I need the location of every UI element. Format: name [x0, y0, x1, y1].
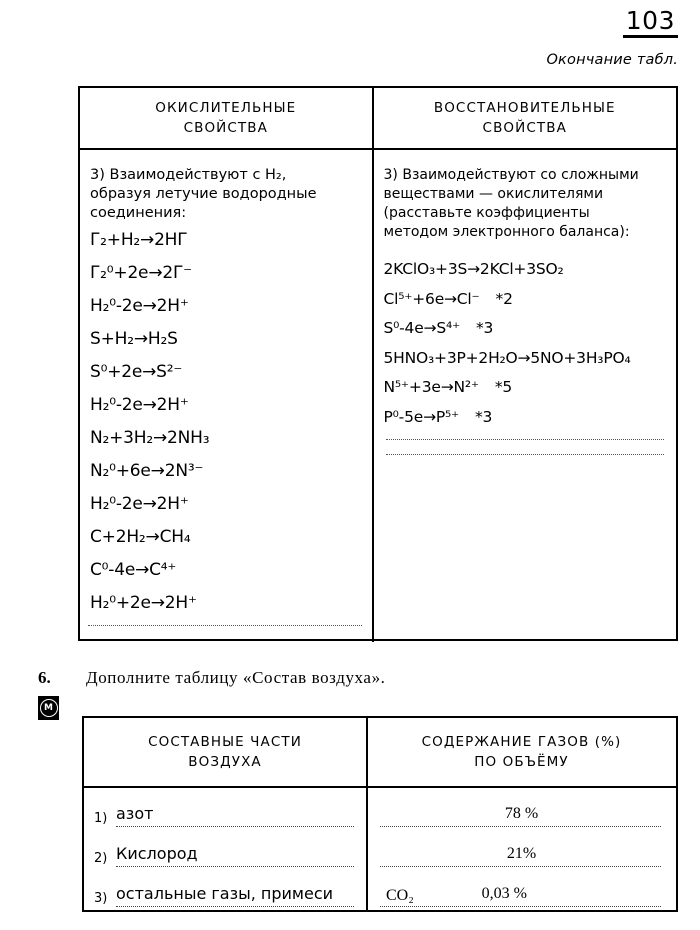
header-reducing-line1: ВОССТАНОВИТЕЛЬНЫЕ: [433, 99, 616, 116]
gas-percentage[interactable]: 0,03 %: [481, 885, 527, 902]
component-answer[interactable]: Кислород: [116, 844, 198, 863]
answer-line[interactable]: [380, 866, 661, 867]
equation: N₂+3H₂→2NH₃: [90, 428, 210, 449]
answer-line[interactable]: [116, 906, 354, 907]
task-number: 6.: [38, 668, 51, 687]
method-badge-icon: [38, 696, 59, 720]
equation: N⁵⁺+3e→N²⁺: [383, 378, 479, 397]
equation: Г₂⁰+2e→2Г⁻: [90, 263, 192, 284]
header-components-line1: СОСТАВНЫЕ ЧАСТИ: [148, 733, 302, 750]
oxidizing-reducing-properties-table: [78, 86, 678, 641]
equation-row: [383, 407, 668, 426]
equation: H₂⁰-2e→2H⁺: [90, 395, 189, 416]
answer-line[interactable]: [88, 625, 362, 626]
equation-row: [384, 262, 668, 278]
equation: S+H₂→H₂S: [90, 329, 178, 350]
equation-row: [383, 348, 668, 367]
equation-row: [384, 380, 668, 396]
header-content-line2: ПО ОБЪЁМУ: [474, 754, 569, 770]
gas-percentage[interactable]: 21%: [506, 845, 537, 862]
table-row: [94, 832, 356, 872]
oxidizing-intro: [90, 166, 364, 223]
gas-formula: CO₂: [386, 887, 414, 904]
header-components-line2: ВОЗДУХА: [188, 754, 262, 770]
equation: P⁰-5e→P⁵⁺: [383, 407, 459, 426]
air-table-header-row: [84, 718, 676, 788]
answer-line[interactable]: [116, 826, 354, 827]
reducing-intro-line4: методом электронного баланса):: [383, 224, 630, 241]
header-cell-reducing: [372, 88, 676, 148]
equation: 2KClO₃+3S→2KCl+3SO₂: [383, 260, 564, 279]
header-content-line1: СОДЕРЖАНИЕ ГАЗОВ (%): [421, 733, 622, 750]
equation: Cl⁵⁺+6e→Cl⁻: [383, 289, 480, 308]
oxidizing-intro-line1: 3) Взаимодействуют с H₂,: [90, 167, 287, 183]
table-continuation-note: Окончание табл.: [546, 52, 678, 68]
table-row: [94, 792, 356, 832]
row-index: 3): [94, 891, 108, 906]
reducing-intro-line3: (расставьте коэффициенты: [383, 205, 590, 222]
answer-line[interactable]: [386, 439, 664, 440]
air-composition-table: [82, 716, 678, 912]
component-answer[interactable]: азот: [116, 804, 154, 823]
air-components-cell: [84, 788, 366, 911]
answer-line[interactable]: [386, 454, 664, 455]
header-cell-oxidizing: [80, 88, 372, 148]
oxidizing-intro-line2: образуя летучие водородные: [90, 186, 317, 203]
equation-row: [384, 321, 668, 337]
method-badge-letter: M: [40, 699, 58, 717]
answer-line[interactable]: [380, 826, 661, 827]
equation-multiplier: *2: [495, 289, 513, 308]
equation: C⁰-4e→C⁴⁺: [90, 560, 177, 581]
table-row: [378, 792, 665, 832]
answer-line[interactable]: [380, 906, 661, 907]
air-content-cell: [366, 788, 675, 911]
equation: N₂⁰+6e→2N³⁻: [90, 461, 204, 482]
equation: H₂⁰-2e→2H⁺: [90, 494, 189, 515]
header-reducing-line2: СВОЙСТВА: [482, 120, 567, 136]
equation: Г₂+H₂→2HГ: [90, 230, 188, 251]
header-oxidizing-line1: ОКИСЛИТЕЛЬНЫЕ: [155, 99, 297, 116]
equation-row: [383, 289, 668, 308]
equation: H₂⁰-2e→2H⁺: [90, 296, 189, 317]
equation: H₂⁰+2e→2H⁺: [90, 593, 197, 614]
equation-multiplier: *3: [475, 319, 494, 338]
table-row: [378, 872, 665, 912]
table-row: [378, 832, 665, 872]
table-header-row: [80, 88, 676, 150]
header-cell-components: [84, 718, 366, 786]
reducing-intro: [384, 166, 668, 242]
gas-percentage[interactable]: 78 %: [504, 805, 539, 822]
air-table-body-row: [84, 788, 676, 911]
task-instruction: Дополните таблицу «Состав воздуха».: [86, 668, 386, 687]
equation-multiplier: *5: [494, 378, 513, 397]
header-oxidizing-line2: СВОЙСТВА: [183, 120, 268, 136]
reducing-intro-line1: 3) Взаимодействуют со сложными: [383, 167, 639, 183]
page-number: 103: [623, 8, 678, 38]
reducing-intro-line2: веществами — окислителями: [383, 186, 604, 203]
table-row: [94, 872, 356, 912]
equation: S⁰-4e→S⁴⁺: [383, 319, 460, 338]
header-cell-content: [366, 718, 675, 786]
oxidizing-properties-cell: [80, 150, 372, 642]
reducing-properties-cell: [372, 150, 676, 642]
row-index: 2): [94, 851, 108, 866]
equation: S⁰+2e→S²⁻: [90, 362, 183, 383]
component-answer[interactable]: остальные газы, примеси: [116, 884, 334, 903]
equation: 5HNO₃+3P+2H₂O→5NO+3H₃PO₄: [383, 348, 631, 367]
answer-line[interactable]: [116, 866, 354, 867]
equation-multiplier: *3: [475, 407, 493, 426]
equation: C+2H₂→CH₄: [90, 527, 191, 548]
table-body-row: [80, 150, 676, 642]
oxidizing-intro-line3: соединения:: [90, 205, 187, 222]
row-index: 1): [94, 811, 108, 826]
